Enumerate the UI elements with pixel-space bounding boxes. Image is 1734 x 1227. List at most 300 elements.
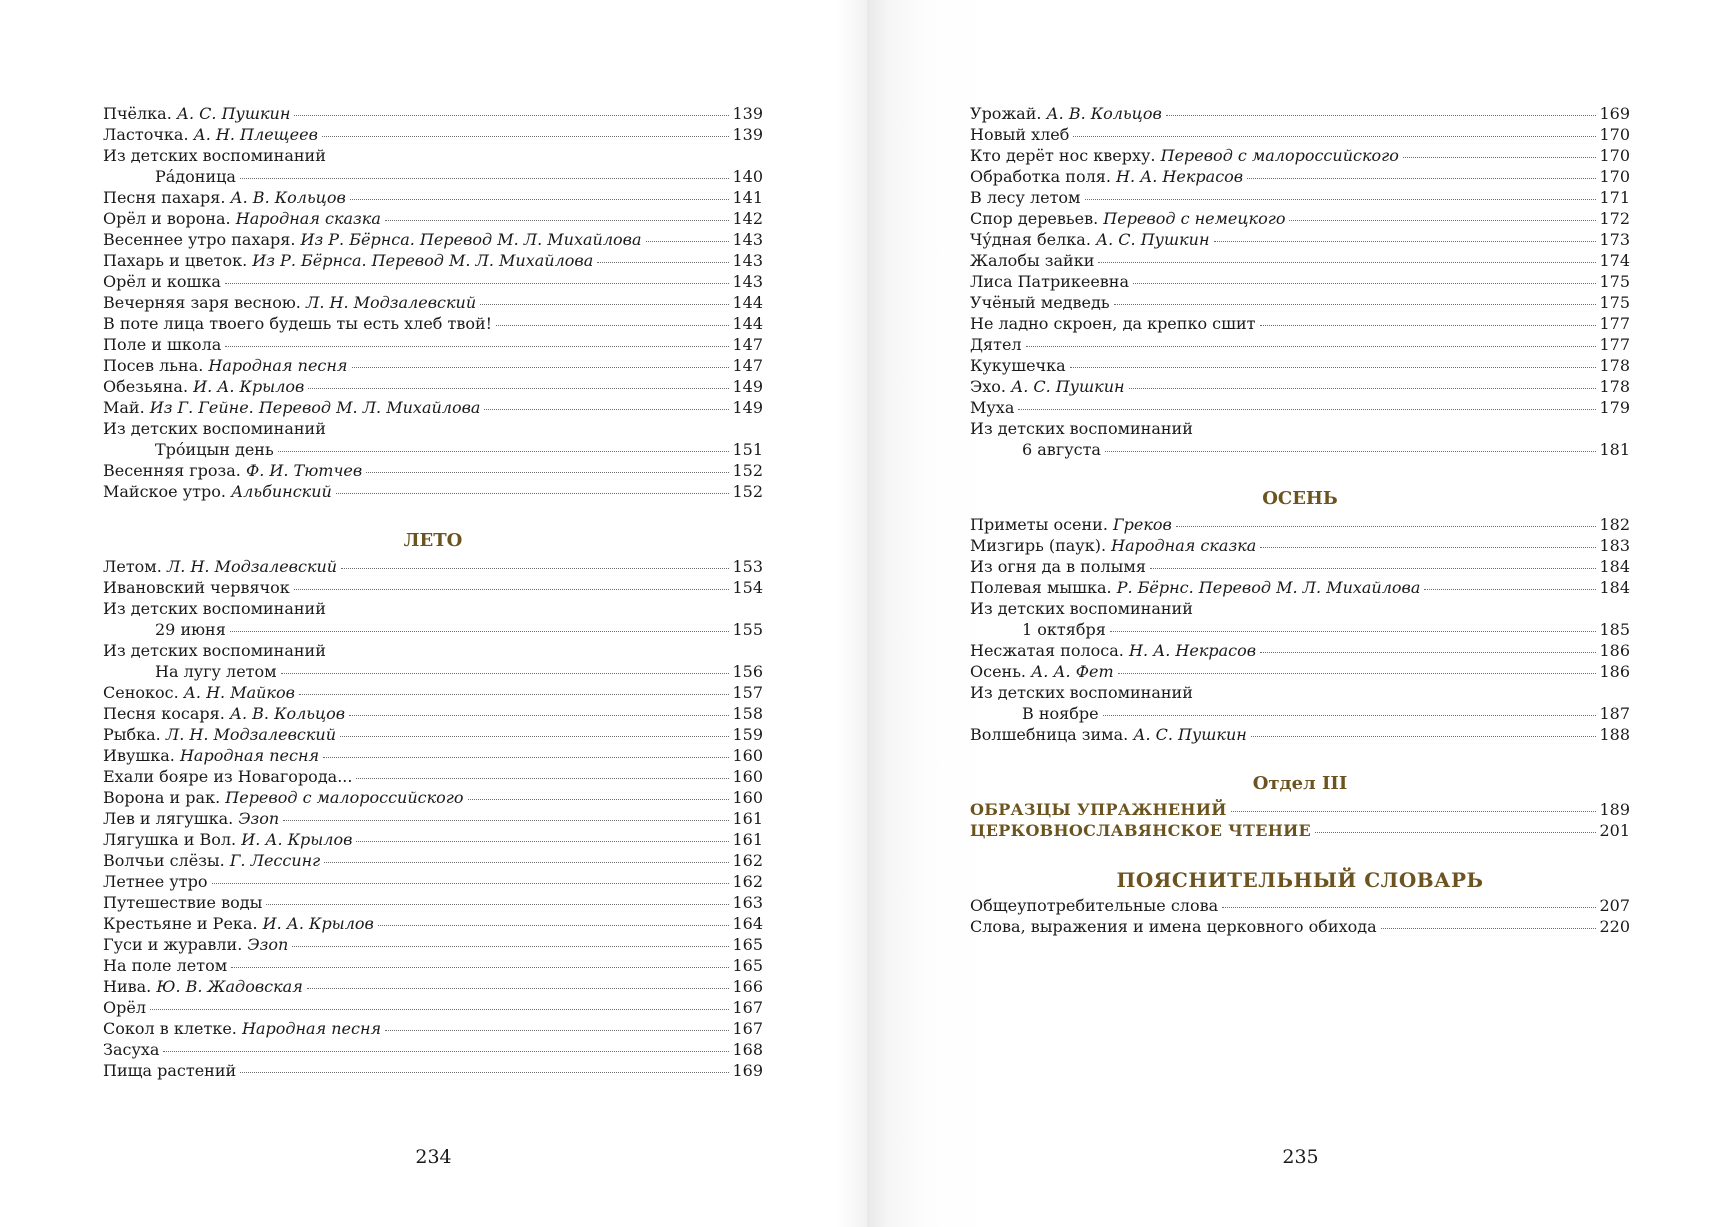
toc-entry-author: Р. Бёрнс. Перевод М. Л. Михайлова: [1116, 578, 1421, 597]
toc-entry-page: 147: [732, 335, 763, 354]
toc-entry[interactable]: [103, 1018, 763, 1039]
toc-entry-page: 165: [732, 956, 763, 975]
toc-entry[interactable]: [103, 808, 763, 829]
toc-entry-page: 151: [732, 440, 763, 459]
toc-entry-title: Посев льна.: [103, 356, 204, 375]
toc-entry[interactable]: [103, 187, 763, 208]
toc-entry-page: 175: [1599, 272, 1630, 291]
toc-entry-page: 140: [732, 167, 763, 186]
dot-leader: [1105, 451, 1596, 452]
dot-leader: [341, 568, 729, 569]
toc-entry[interactable]: [970, 187, 1630, 208]
toc-entry-title: Песня косаря.: [103, 704, 225, 723]
toc-entry[interactable]: [970, 166, 1630, 187]
toc-entry-title: 6 августа: [1022, 440, 1101, 459]
toc-entry[interactable]: [103, 250, 763, 271]
dot-leader: [1176, 526, 1597, 527]
toc-entry-page: 220: [1599, 917, 1630, 936]
toc-entry-page: 186: [1599, 662, 1630, 681]
toc-entry-page: 183: [1599, 536, 1630, 555]
toc-entry[interactable]: [103, 166, 763, 187]
toc-entry[interactable]: [103, 229, 763, 250]
toc-entry-author: Из Р. Бёрнса. Перевод М. Л. Михайлова: [252, 251, 594, 270]
toc-entry[interactable]: [970, 439, 1630, 460]
toc-entry[interactable]: [103, 355, 763, 376]
toc-entry-page: 167: [732, 998, 763, 1017]
toc-entry-page: 162: [732, 872, 763, 891]
dot-leader: [336, 493, 730, 494]
dot-leader: [1098, 262, 1596, 263]
toc-entry-page: 169: [1599, 104, 1630, 123]
toc-entry-title: В лесу летом: [970, 188, 1081, 207]
dot-leader: [484, 409, 729, 410]
dot-leader: [1133, 283, 1596, 284]
toc-entry-author: Из Р. Бёрнса. Перевод М. Л. Михайлова: [300, 230, 642, 249]
toc-entry[interactable]: [970, 103, 1630, 124]
dot-leader: [294, 589, 730, 590]
dot-leader: [1231, 811, 1597, 812]
toc-entry-author: Перевод с немецкого: [1103, 209, 1286, 228]
toc-entry[interactable]: [103, 850, 763, 871]
toc-entry[interactable]: [103, 313, 763, 334]
toc-entry-author: Перевод с малороссийского: [225, 788, 464, 807]
dot-leader: [1026, 346, 1597, 347]
toc-entry-title: Весеннее утро пахаря.: [103, 230, 296, 249]
toc-entry-page: 178: [1599, 377, 1630, 396]
toc-entry-page: 160: [732, 788, 763, 807]
toc-entry[interactable]: [103, 724, 763, 745]
toc-entry-title: На поле летом: [103, 956, 228, 975]
toc-entry-title: ЦЕРКОВНОСЛАВЯНСКОЕ ЧТЕНИЕ: [970, 821, 1312, 840]
toc-entry-title: Лягушка и Вол.: [103, 830, 237, 849]
toc-entry-page: 184: [1599, 578, 1630, 597]
dot-leader: [1424, 589, 1596, 590]
toc-entry[interactable]: [103, 292, 763, 313]
toc-entry-title: Из детских воспоминаний: [103, 146, 326, 165]
toc-group: [103, 103, 763, 502]
toc-entry[interactable]: [970, 682, 1630, 703]
toc-entry-author: Ю. В. Жадовская: [156, 977, 303, 996]
toc-entry-author: Народная песня: [208, 356, 348, 375]
dot-leader: [349, 715, 729, 716]
toc-entry-title: Летом.: [103, 557, 162, 576]
toc-entry[interactable]: [103, 208, 763, 229]
toc-entry-page: 172: [1599, 209, 1630, 228]
left-toc: [103, 103, 763, 1081]
dot-leader: [1260, 547, 1596, 548]
toc-entry[interactable]: [970, 598, 1630, 619]
toc-entry-title: Спор деревьев.: [970, 209, 1099, 228]
toc-entry[interactable]: [970, 619, 1630, 640]
toc-entry[interactable]: [103, 619, 763, 640]
toc-entry[interactable]: [970, 250, 1630, 271]
dot-leader: [163, 1051, 729, 1052]
toc-entry[interactable]: [103, 661, 763, 682]
toc-entry-author: А. В. Кольцов: [230, 188, 346, 207]
toc-entry[interactable]: [103, 556, 763, 577]
dot-leader: [1114, 304, 1597, 305]
toc-entry[interactable]: [970, 661, 1630, 682]
toc-entry[interactable]: [970, 229, 1630, 250]
toc-entry[interactable]: [970, 820, 1630, 841]
toc-entry-page: 189: [1599, 800, 1630, 819]
dot-leader: [322, 136, 730, 137]
toc-entry-title: Кто дерёт нос кверху.: [970, 146, 1156, 165]
toc-entry[interactable]: [103, 271, 763, 292]
toc-entry-author: А. С. Пушкин: [1133, 725, 1247, 744]
toc-entry-page: 188: [1599, 725, 1630, 744]
dot-leader: [1289, 220, 1596, 221]
toc-entry-title: Общеупотребительные слова: [970, 896, 1219, 915]
toc-entry-page: 181: [1599, 440, 1630, 459]
toc-entry-page: 187: [1599, 704, 1630, 723]
toc-entry-author: Л. Н. Модзалевский: [166, 557, 338, 576]
dot-leader: [480, 304, 729, 305]
toc-entry[interactable]: [103, 124, 763, 145]
toc-entry-author: И. А. Крылов: [193, 377, 305, 396]
toc-entry-author: Эзоп: [247, 935, 289, 954]
toc-entry-title: Обработка поля.: [970, 167, 1111, 186]
dot-leader: [266, 904, 729, 905]
toc-entry-page: 149: [732, 377, 763, 396]
toc-entry-page: 170: [1599, 125, 1630, 144]
toc-entry[interactable]: [970, 535, 1630, 556]
toc-entry-author: Эзоп: [238, 809, 280, 828]
dot-leader: [1403, 157, 1597, 158]
toc-entry-title: Учёный медведь: [970, 293, 1110, 312]
toc-entry-title: Песня пахаря.: [103, 188, 226, 207]
toc-group: [970, 514, 1630, 745]
page-number-left: 234: [415, 1146, 452, 1168]
toc-entry-title: Слова, выражения и имена церковного обихода: [970, 917, 1377, 936]
toc-entry-page: 162: [732, 851, 763, 870]
toc-entry-page: 152: [732, 482, 763, 501]
toc-entry-title: Вечерняя заря весною.: [103, 293, 301, 312]
dot-leader: [1073, 136, 1596, 137]
dot-leader: [294, 115, 729, 116]
toc-entry[interactable]: [970, 208, 1630, 229]
toc-entry[interactable]: [103, 871, 763, 892]
toc-entry-title: Мизгирь (паук).: [970, 536, 1107, 555]
toc-entry-title: Сокол в клетке.: [103, 1019, 237, 1038]
toc-entry[interactable]: [970, 271, 1630, 292]
dot-leader: [468, 799, 730, 800]
toc-entry-author: И. А. Крылов: [241, 830, 353, 849]
toc-entry[interactable]: [970, 916, 1630, 937]
toc-entry-author: А. В. Кольцов: [1046, 104, 1162, 123]
toc-entry-author: Н. А. Некрасов: [1116, 167, 1244, 186]
toc-entry-author: Л. Н. Модзалевский: [165, 725, 337, 744]
toc-entry[interactable]: [103, 145, 763, 166]
toc-group: [970, 103, 1630, 460]
toc-entry-author: А. Н. Майков: [183, 683, 295, 702]
toc-entry[interactable]: [103, 1060, 763, 1081]
toc-entry-author: Народная песня: [241, 1019, 382, 1038]
toc-entry[interactable]: [970, 799, 1630, 820]
toc-entry-page: 139: [732, 104, 763, 123]
dot-leader: [340, 736, 729, 737]
toc-entry-title: Ласточка.: [103, 125, 189, 144]
right-toc: [970, 103, 1630, 937]
toc-entry[interactable]: [103, 418, 763, 439]
toc-entry-title: Путешествие воды: [103, 893, 263, 912]
toc-entry-author: Перевод с малороссийского: [1160, 146, 1399, 165]
toc-entry-title: Гуси и журавли.: [103, 935, 243, 954]
toc-entry-title: Волчьи слёзы.: [103, 851, 225, 870]
toc-entry[interactable]: [103, 766, 763, 787]
toc-group: [970, 895, 1630, 937]
toc-entry-page: 161: [732, 830, 763, 849]
toc-entry[interactable]: [103, 481, 763, 502]
dot-leader: [1247, 178, 1596, 179]
toc-entry-page: 163: [732, 893, 763, 912]
toc-entry-author: Г. Лессинг: [229, 851, 321, 870]
toc-entry-title: Пахарь и цветок.: [103, 251, 248, 270]
toc-entry-title: Урожай.: [970, 104, 1042, 123]
toc-entry-title: В поте лица твоего будешь ты есть хлеб твой!: [103, 314, 493, 333]
dot-leader: [283, 820, 729, 821]
toc-entry-title: Крестьяне и Река.: [103, 914, 258, 933]
toc-entry-title: Обезьяна.: [103, 377, 189, 396]
toc-entry-page: 170: [1599, 167, 1630, 186]
dot-leader: [1214, 241, 1597, 242]
toc-entry-title: Сенокос.: [103, 683, 179, 702]
toc-entry-author: И. А. Крылов: [262, 914, 374, 933]
toc-entry-page: 143: [732, 230, 763, 249]
dot-leader: [225, 283, 730, 284]
toc-entry[interactable]: [970, 577, 1630, 598]
toc-entry-page: 182: [1599, 515, 1630, 534]
toc-entry-author: А. С. Пушкин: [1011, 377, 1125, 396]
dot-leader: [281, 673, 730, 674]
toc-entry-title: Ехали бояре из Новагорода...: [103, 767, 353, 786]
toc-entry-page: 156: [732, 662, 763, 681]
toc-entry-title: В ноябре: [1022, 704, 1099, 723]
dot-leader: [1222, 907, 1596, 908]
dot-leader: [225, 346, 729, 347]
dot-leader: [378, 925, 730, 926]
toc-entry-page: 160: [732, 746, 763, 765]
toc-entry[interactable]: [103, 913, 763, 934]
toc-entry-page: 155: [732, 620, 763, 639]
toc-entry-author: Народная песня: [179, 746, 320, 765]
toc-entry-title: Ра́доница: [155, 167, 236, 186]
dot-leader: [385, 220, 730, 221]
toc-entry-page: 143: [732, 251, 763, 270]
toc-entry-page: 185: [1599, 620, 1630, 639]
dot-leader: [352, 367, 730, 368]
toc-entry[interactable]: [103, 1039, 763, 1060]
toc-entry[interactable]: [103, 439, 763, 460]
toc-entry-page: 147: [732, 356, 763, 375]
dot-leader: [1381, 928, 1597, 929]
toc-entry[interactable]: [103, 703, 763, 724]
toc-entry-title: Орёл: [103, 998, 146, 1017]
toc-entry-title: Ивановский червячок: [103, 578, 290, 597]
toc-entry[interactable]: [103, 745, 763, 766]
toc-entry-page: 164: [732, 914, 763, 933]
toc-entry-author: А. Н. Плещеев: [193, 125, 318, 144]
toc-entry-title: На лугу летом: [155, 662, 277, 681]
section-title-autumn: ОСЕНЬ: [1262, 488, 1338, 509]
dot-leader: [231, 967, 729, 968]
dot-leader: [292, 946, 729, 947]
dot-leader: [230, 631, 730, 632]
toc-entry-title: Из детских воспоминаний: [103, 419, 326, 438]
toc-entry[interactable]: [103, 955, 763, 976]
dot-leader: [150, 1009, 729, 1010]
toc-entry-page: 167: [732, 1019, 763, 1038]
toc-entry[interactable]: [103, 892, 763, 913]
toc-entry-page: 158: [732, 704, 763, 723]
toc-entry-page: 201: [1599, 821, 1630, 840]
toc-entry[interactable]: [103, 787, 763, 808]
dot-leader: [1315, 832, 1596, 833]
toc-entry-page: 177: [1599, 335, 1630, 354]
toc-entry[interactable]: [970, 418, 1630, 439]
toc-entry-page: 174: [1599, 251, 1630, 270]
toc-entry-page: 207: [1599, 896, 1630, 915]
toc-entry[interactable]: [970, 895, 1630, 916]
toc-entry-author: А. С. Пушкин: [176, 104, 291, 123]
dot-leader: [324, 862, 729, 863]
toc-entry-page: 153: [732, 557, 763, 576]
dot-leader: [212, 883, 730, 884]
dot-leader: [1070, 367, 1597, 368]
toc-entry[interactable]: [103, 334, 763, 355]
toc-entry-title: Лиса Патрикеевна: [970, 272, 1129, 291]
toc-entry[interactable]: [970, 334, 1630, 355]
toc-entry-title: Лев и лягушка.: [103, 809, 234, 828]
dot-leader: [1251, 736, 1597, 737]
toc-entry-title: Летнее утро: [103, 872, 208, 891]
toc-entry-title: Поле и школа: [103, 335, 222, 354]
toc-entry[interactable]: [970, 313, 1630, 334]
toc-entry[interactable]: [970, 376, 1630, 397]
toc-entry-title: Волшебница зима.: [970, 725, 1129, 744]
toc-entry-page: 160: [732, 767, 763, 786]
toc-entry[interactable]: [970, 640, 1630, 661]
toc-entry-page: 178: [1599, 356, 1630, 375]
toc-entry-page: 165: [732, 935, 763, 954]
toc-entry[interactable]: [970, 355, 1630, 376]
dot-leader: [366, 472, 729, 473]
section-title-glossary: ПОЯСНИТЕЛЬНЫЙ СЛОВАРЬ: [1116, 868, 1484, 892]
toc-entry-author: А. В. Кольцов: [229, 704, 346, 723]
toc-entry-page: 144: [732, 314, 763, 333]
toc-entry-page: 170: [1599, 146, 1630, 165]
dot-leader: [356, 778, 729, 779]
toc-entry[interactable]: [970, 556, 1630, 577]
toc-entry-page: 179: [1599, 398, 1630, 417]
dot-leader: [1260, 325, 1597, 326]
toc-entry[interactable]: [103, 460, 763, 481]
dot-leader: [1166, 115, 1597, 116]
toc-entry-title: Орёл и ворона.: [103, 209, 231, 228]
toc-entry-title: 29 июня: [155, 620, 226, 639]
toc-entry[interactable]: [103, 577, 763, 598]
toc-entry[interactable]: [970, 397, 1630, 418]
toc-entry-title: Ворона и рак.: [103, 788, 221, 807]
toc-entry-author: А. С. Пушкин: [1096, 230, 1210, 249]
toc-entry-title: Не ладно скроен, да крепко сшит: [970, 314, 1256, 333]
toc-entry-author: Греков: [1113, 515, 1172, 534]
dot-leader: [1085, 199, 1597, 200]
toc-entry-page: 141: [732, 188, 763, 207]
dot-leader: [1129, 388, 1597, 389]
toc-entry-page: 186: [1599, 641, 1630, 660]
toc-entry-page: 159: [732, 725, 763, 744]
toc-entry-title: Осень.: [970, 662, 1027, 681]
toc-entry[interactable]: [103, 829, 763, 850]
dot-leader: [240, 178, 730, 179]
toc-entry[interactable]: [970, 145, 1630, 166]
toc-entry[interactable]: [103, 598, 763, 619]
toc-entry-title: Рыбка.: [103, 725, 161, 744]
toc-entry-title: Из огня да в полымя: [970, 557, 1146, 576]
toc-entry[interactable]: [103, 682, 763, 703]
toc-entry-title: Жалобы зайки: [970, 251, 1095, 270]
toc-entry-page: 144: [732, 293, 763, 312]
toc-entry[interactable]: [103, 397, 763, 418]
dot-leader: [278, 451, 730, 452]
right-page: [867, 0, 1734, 1227]
toc-entry-author: Альбинский: [231, 482, 332, 501]
toc-entry[interactable]: [103, 376, 763, 397]
toc-entry[interactable]: [103, 997, 763, 1018]
toc-entry-title: Из детских воспоминаний: [970, 599, 1193, 618]
toc-entry[interactable]: [970, 292, 1630, 313]
toc-entry[interactable]: [970, 124, 1630, 145]
dot-leader: [385, 1030, 729, 1031]
toc-entry-title: Майское утро.: [103, 482, 226, 501]
toc-entry-title: Несжатая полоса.: [970, 641, 1124, 660]
dot-leader: [1260, 652, 1596, 653]
toc-entry-title: Пчёлка.: [103, 104, 172, 123]
toc-entry-title: Эхо.: [970, 377, 1006, 396]
toc-entry-title: Орёл и кошка: [103, 272, 221, 291]
toc-group: [970, 799, 1630, 841]
dot-leader: [1150, 568, 1597, 569]
toc-entry-page: 161: [732, 809, 763, 828]
toc-entry-title: Приметы осени.: [970, 515, 1108, 534]
dot-leader: [1018, 409, 1596, 410]
toc-entry-title: Из детских воспоминаний: [103, 641, 326, 660]
toc-entry-page: 154: [732, 578, 763, 597]
toc-entry-title: Из детских воспоминаний: [970, 683, 1193, 702]
dot-leader: [1118, 673, 1597, 674]
toc-entry-title: Ивушка.: [103, 746, 175, 765]
toc-entry-title: Новый хлеб: [970, 125, 1070, 144]
toc-entry-page: 168: [732, 1040, 763, 1059]
toc-entry[interactable]: [970, 514, 1630, 535]
dot-leader: [646, 241, 730, 242]
dot-leader: [307, 988, 730, 989]
toc-entry[interactable]: [103, 934, 763, 955]
toc-entry-title: Нива.: [103, 977, 152, 996]
toc-entry[interactable]: [103, 640, 763, 661]
toc-entry-page: 171: [1599, 188, 1630, 207]
toc-entry-page: 166: [732, 977, 763, 996]
toc-entry[interactable]: [103, 976, 763, 997]
toc-entry-page: 149: [732, 398, 763, 417]
toc-entry-author: Н. А. Некрасов: [1128, 641, 1257, 660]
toc-entry[interactable]: [970, 703, 1630, 724]
toc-entry-title: Пища растений: [103, 1061, 237, 1080]
toc-entry[interactable]: [103, 103, 763, 124]
toc-entry[interactable]: [970, 724, 1630, 745]
dot-leader: [356, 841, 729, 842]
